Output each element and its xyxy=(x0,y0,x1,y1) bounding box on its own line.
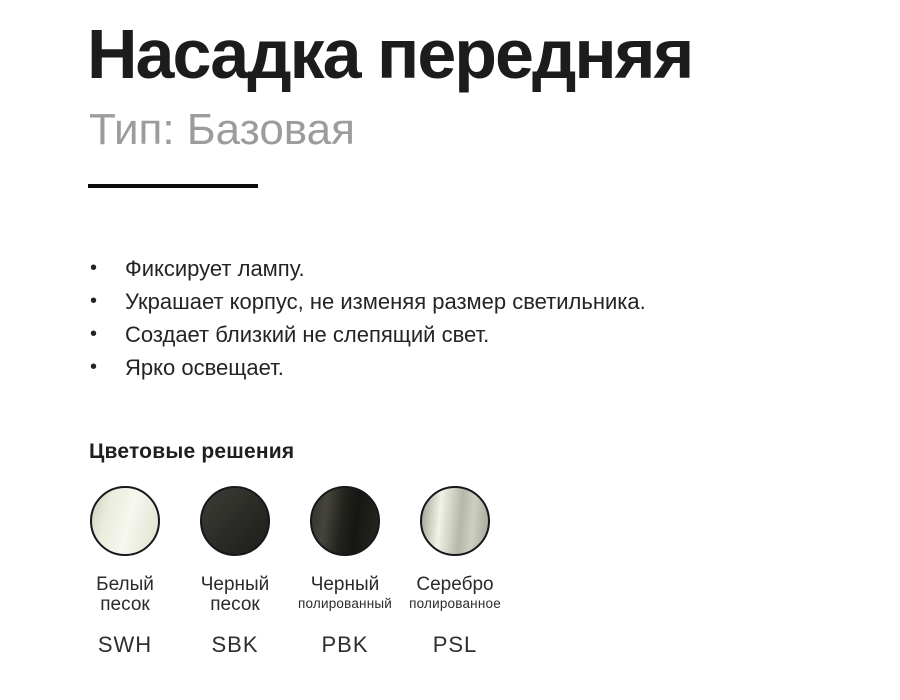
swatch-column-black-sand xyxy=(180,486,290,658)
color-name-line1: Белый xyxy=(96,574,154,595)
bullet-icon: • xyxy=(90,323,98,345)
color-swatch-black-polished xyxy=(310,486,380,556)
swatch-column-black-polished xyxy=(290,486,400,658)
color-swatch-black-sand xyxy=(200,486,270,556)
list-item xyxy=(90,285,646,318)
feature-text: Создает близкий не слепящий свет. xyxy=(125,322,490,347)
feature-list xyxy=(90,252,646,384)
divider xyxy=(88,184,258,188)
swatch-column-white-sand xyxy=(70,486,180,658)
color-code: SBK xyxy=(211,632,259,657)
bullet-icon: • xyxy=(90,290,98,312)
color-name-line1: Серебро xyxy=(416,574,494,595)
colors-section-title: Цветовые решения xyxy=(89,440,295,463)
color-code: PBK xyxy=(321,632,369,657)
feature-text: Украшает корпус, не изменяя размер светильника. xyxy=(125,289,646,314)
color-swatch-silver-polished xyxy=(420,486,490,556)
color-name xyxy=(409,575,501,619)
bullet-icon: • xyxy=(90,356,98,378)
page-title: Насадка передняя xyxy=(87,15,693,93)
list-item xyxy=(90,351,646,384)
color-name-line2: полированное xyxy=(409,596,501,611)
color-name-line1: Черный xyxy=(310,574,380,595)
color-name xyxy=(298,575,392,619)
bullet-icon: • xyxy=(90,257,98,279)
color-swatch-white-sand xyxy=(90,486,160,556)
feature-text: Ярко освещает. xyxy=(125,355,284,380)
feature-text: Фиксирует лампу. xyxy=(125,256,305,281)
color-name xyxy=(201,575,270,619)
page-subtitle: Тип: Базовая xyxy=(89,105,355,154)
color-name-line1: Черный xyxy=(200,574,270,595)
color-name-line2: полированный xyxy=(297,596,393,611)
color-code: SWH xyxy=(97,632,153,657)
color-code: PSL xyxy=(432,632,478,657)
color-name-line2: песок xyxy=(210,594,260,615)
color-name-line2: песок xyxy=(100,594,150,615)
swatch-column-silver-polished xyxy=(400,486,510,658)
color-name xyxy=(96,575,154,619)
swatch-row xyxy=(70,486,510,658)
list-item xyxy=(90,318,646,351)
list-item xyxy=(90,252,646,285)
